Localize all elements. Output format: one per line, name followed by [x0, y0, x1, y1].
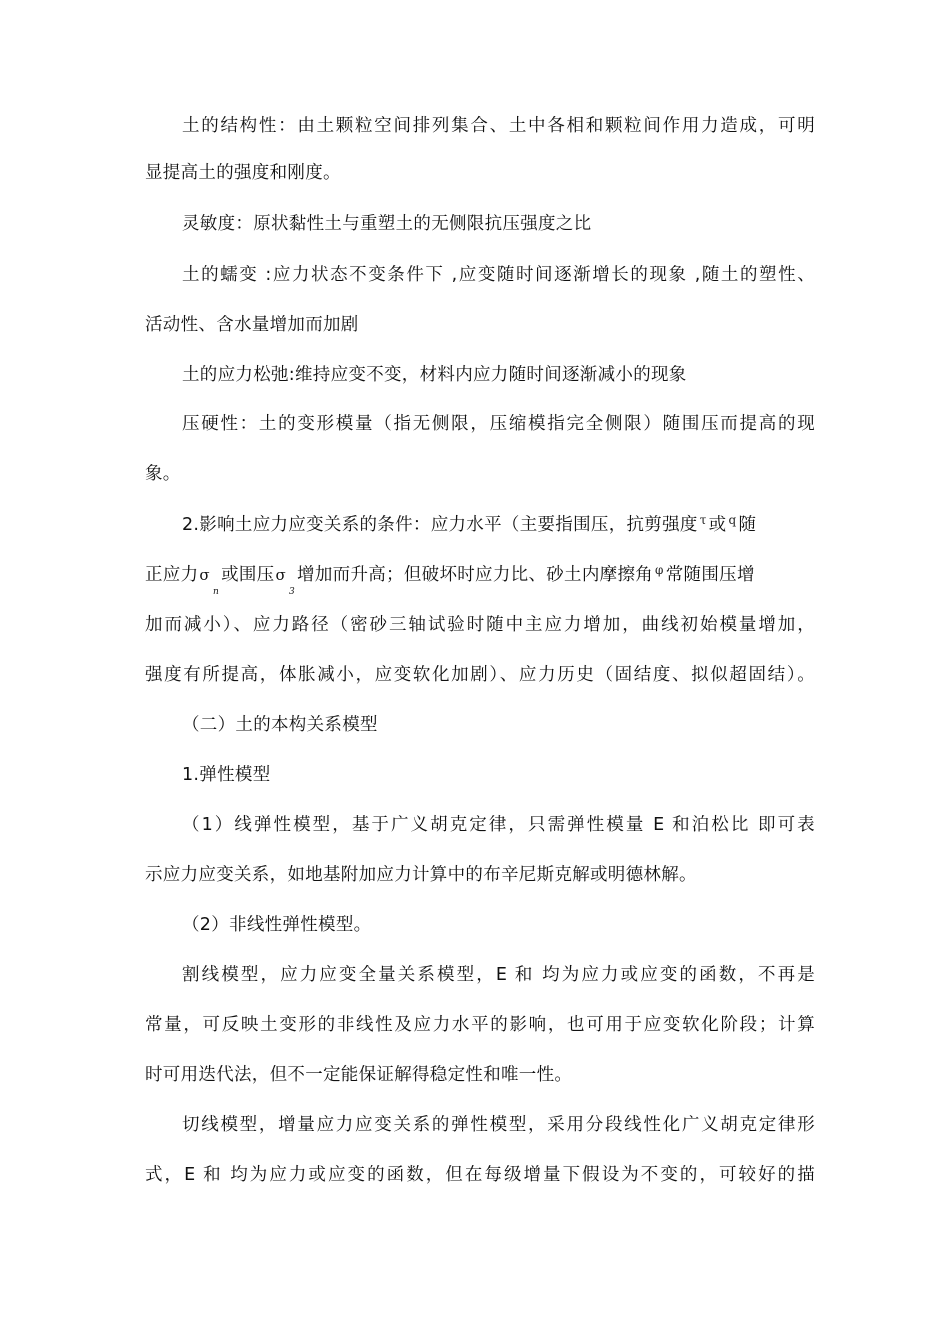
- heading-nonlinear-elastic: （2）非线性弹性模型。: [182, 915, 372, 935]
- influence-text-e: 或围压: [221, 565, 275, 585]
- influence-text-b: 或: [708, 515, 727, 535]
- paragraph-linear-elastic-line2: 示应力应变关系，如地基附加应力计算中的布辛尼斯克解或明德林解。: [145, 865, 697, 885]
- paragraph-secant-line2: 常量，可反映土变形的非线性及应力水平的影响，也可用于应变软化阶段；计算: [145, 1015, 815, 1035]
- sigma-n-symbol: σ: [199, 566, 210, 584]
- paragraph-tangent-line1: 切线模型，增量应力应变关系的弹性模型，采用分段线性化广义胡克定律形: [182, 1115, 815, 1135]
- subscript-3: 3: [289, 587, 296, 597]
- q-symbol: q: [728, 513, 737, 527]
- paragraph-creep-line2: 活动性、含水量增加而加剧: [145, 315, 359, 335]
- paragraph-stress-relaxation: 土的应力松弛:维持应变不变，材料内应力随时间逐渐减小的现象: [182, 365, 687, 385]
- influence-text-a: 2.影响土应力应变关系的条件：应力水平（主要指围压，抗剪强度: [182, 515, 698, 535]
- paragraph-sensitivity: 灵敏度：原状黏性土与重塑土的无侧限抗压强度之比: [182, 214, 592, 234]
- paragraph-influence-line4: 强度有所提高，体胀减小，应变软化加剧）、应力历史（固结度、拟似超固结）。: [145, 665, 815, 685]
- influence-text-c: 随: [738, 515, 757, 535]
- subscript-n: n: [212, 587, 220, 597]
- paragraph-influence-line2: [145, 563, 815, 597]
- paragraph-influence-line3: 加而减小）、应力路径（密砂三轴试验时随中主应力增加，曲线初始模量增加，: [145, 615, 815, 635]
- sigma-3-symbol: σ: [275, 566, 287, 584]
- heading-elastic-model: 1.弹性模型: [182, 765, 271, 785]
- paragraph-tangent-line2: 式，E 和 均为应力或应变的函数，但在每级增量下假设为不变的，可较好的描: [145, 1165, 815, 1185]
- influence-text-f: 增加而升高；但破坏时应力比、砂土内摩擦角: [297, 565, 654, 585]
- tau-symbol: τ: [699, 513, 707, 527]
- paragraph-creep-line1: 土的蠕变 :应力状态不变条件下 ,应变随时间逐渐增长的现象 ,随土的塑性、: [182, 265, 815, 285]
- paragraph-pressure-hardening-line1: 压硬性：土的变形模量（指无侧限，压缩模指完全侧限）随围压而提高的现: [182, 414, 815, 434]
- paragraph-secant-line3: 时可用迭代法，但不一定能保证解得稳定性和唯一性。: [145, 1065, 573, 1085]
- paragraph-soil-structure-line1: 土的结构性：由土颗粒空间排列集合、土中各相和颗粒间作用力造成，可明: [182, 116, 815, 136]
- paragraph-influence-line1: [182, 513, 815, 538]
- influence-text-g: 常随围压增: [665, 565, 755, 585]
- phi-symbol: φ: [655, 563, 664, 577]
- paragraph-secant-line1: 割线模型，应力应变全量关系模型，E 和 均为应力或应变的函数，不再是: [182, 965, 815, 985]
- paragraph-linear-elastic-line1: （1）线弹性模型，基于广义胡克定律，只需弹性模量 E 和泊松比 即可表: [182, 815, 815, 835]
- heading-constitutive-models: （二）土的本构关系模型: [182, 715, 378, 735]
- influence-text-d: 正应力: [145, 565, 199, 585]
- paragraph-pressure-hardening-line2: 象。: [145, 464, 181, 484]
- paragraph-soil-structure-line2: 显提高土的强度和刚度。: [145, 163, 341, 183]
